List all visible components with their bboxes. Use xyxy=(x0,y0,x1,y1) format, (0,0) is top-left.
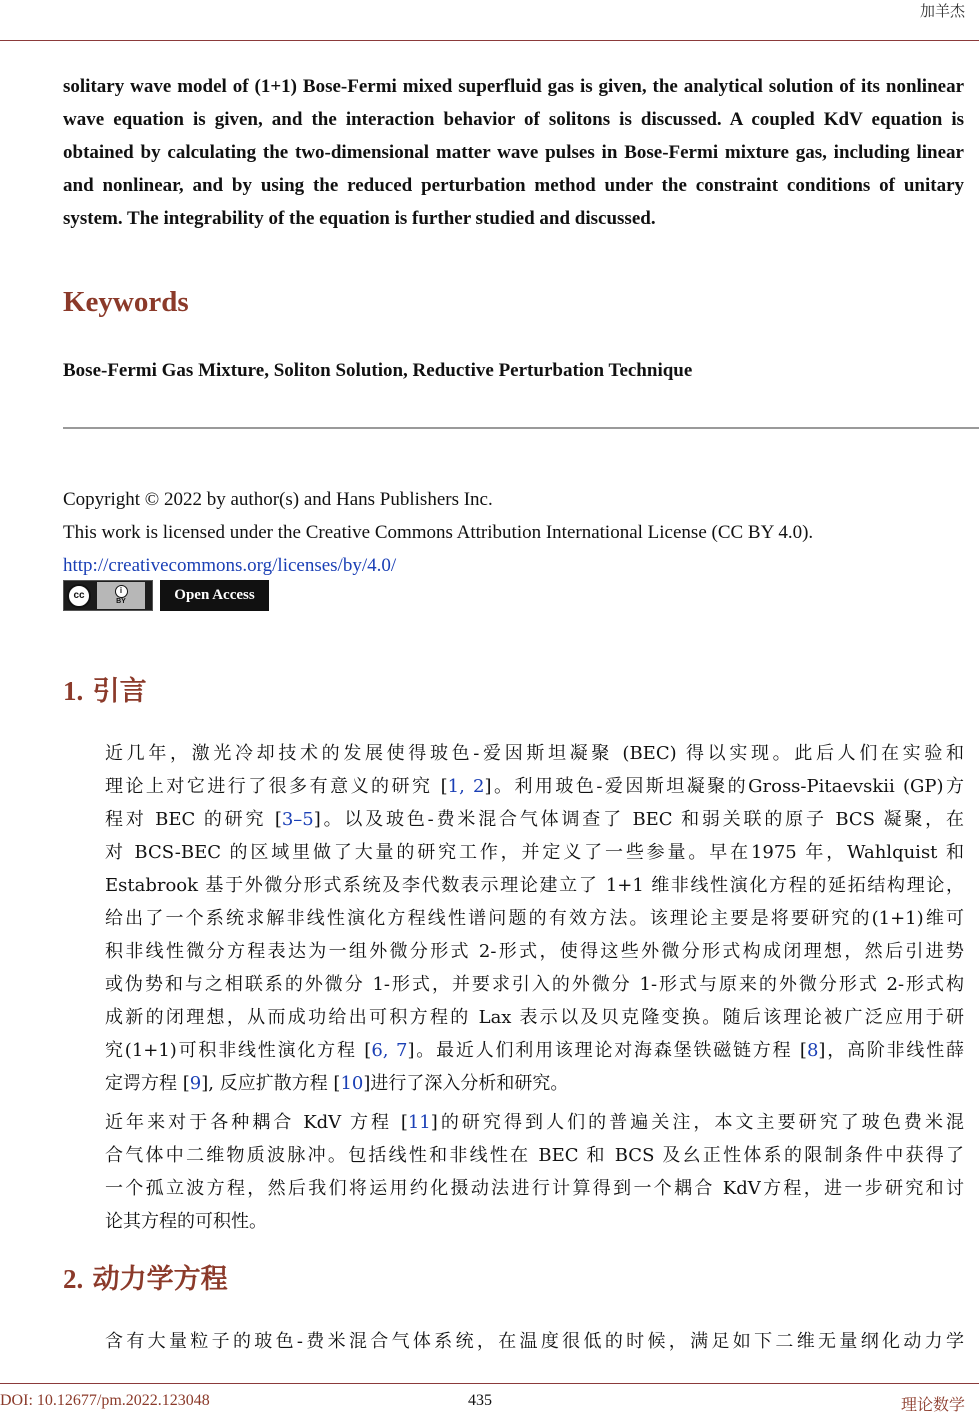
section-2-heading xyxy=(63,1257,228,1296)
section-divider xyxy=(63,427,979,429)
text-line: 近年来对于各种耦合 KdV 方程 [11]的研究得到人们的普遍关注，本文主要研究了玻色费米混 xyxy=(105,1112,964,1133)
footer-rule xyxy=(0,1383,979,1384)
section-2-title: 动力学方程 xyxy=(92,1264,228,1295)
intro-paragraph-1 xyxy=(63,737,964,1100)
citation-link[interactable]: 11 xyxy=(407,1112,431,1133)
footer-journal-name: 理论数学 xyxy=(900,1395,965,1414)
cc-logo-icon xyxy=(67,584,91,608)
abstract-text-block xyxy=(63,70,964,235)
citation-link[interactable]: 10 xyxy=(340,1073,364,1094)
page-number: 435 xyxy=(468,1392,492,1409)
text-line: 积非线性微分方程表达为一组外微分形式 2-形式，使得这些外微分形式构成闭理想，然后引进势 xyxy=(105,941,964,962)
license-statement: This work is licensed under the Creative Commons Attribution International License (CC BY 4.0). xyxy=(63,522,814,543)
text-line: 成新的闭理想，从而成功给出可积方程的 Lax 表示以及贝克隆变换。随后该理论被广泛应用于研 xyxy=(105,1007,964,1028)
section-2-number: 2. xyxy=(63,1264,84,1294)
text-line: 对 BCS-BEC 的区域里做了大量的研究工作，并定义了一些参量。早在1975 年，Wahlquist 和 xyxy=(105,842,964,863)
text-line: 给出了一个系统求解非线性演化方程线性谱问题的有效方法。该理论主要是将要研究的(1+1)维可 xyxy=(105,908,964,929)
cc-by-badge[interactable] xyxy=(63,580,153,611)
text-line: 近几年，激光冷却技术的发展使得玻色-爱因斯坦凝聚 (BEC) 得以实现。此后人们在实验和 xyxy=(105,743,964,764)
open-access-badge[interactable]: Open Access xyxy=(160,580,269,611)
keywords-list: Bose-Fermi Gas Mixture, Soliton Solution, Reductive Perturbation Technique xyxy=(63,360,693,381)
citation-link[interactable]: 6, 7 xyxy=(371,1040,408,1061)
footer-doi[interactable]: DOI: 10.12677/pm.2022.123048 xyxy=(0,1392,210,1409)
text-line: 含有大量粒子的玻色-费米混合气体系统，在温度很低的时候，满足如下二维无量纲化动力学 xyxy=(105,1331,964,1352)
text-line: 一个孤立波方程，然后我们将运用约化摄动法进行计算得到一个耦合 KdV方程，进一步研究和讨 xyxy=(105,1178,964,1199)
intro-paragraph-2 xyxy=(63,1106,964,1238)
text-line: 程对 BEC 的研究 [3–5]。以及玻色-费米混合气体调查了 BEC 和弱关联的原子 BCS 凝聚，在 xyxy=(105,809,964,830)
keywords-heading: Keywords xyxy=(63,286,189,318)
header-rule xyxy=(0,40,979,41)
section-2-body xyxy=(63,1325,964,1358)
section-1-heading xyxy=(63,669,147,708)
section-1-title: 引言 xyxy=(92,676,147,707)
copyright-line: Copyright © 2022 by author(s) and Hans Publishers Inc. xyxy=(63,489,493,510)
by-attribution-icon xyxy=(97,582,145,609)
text-line: 合气体中二维物质波脉冲。包括线性和非线性在 BEC 和 BCS 及幺正性体系的限制条件中获得了 xyxy=(105,1145,964,1166)
text-line: 究(1+1)可积非线性演化方程 [6, 7]。最近人们利用该理论对海森堡铁磁链方程 [8]，高阶非线性薛 xyxy=(105,1040,964,1061)
dynamics-paragraph-1 xyxy=(63,1325,964,1358)
by-label: BY xyxy=(116,598,126,605)
license-link[interactable]: http://creativecommons.org/licenses/by/4.0/ xyxy=(63,555,397,576)
citation-link[interactable]: 3–5 xyxy=(281,809,314,830)
section-1-body xyxy=(63,737,964,1238)
text-line: 论其方程的可积性。 xyxy=(105,1211,267,1232)
citation-link[interactable]: 8 xyxy=(806,1040,819,1061)
person-icon: i xyxy=(115,585,128,598)
cc-logo-text: cc xyxy=(73,590,85,601)
abstract-paragraph: solitary wave model of (1+1) Bose-Fermi mixed superfluid gas is given, the analytical solution of its nonlinear wave equation is given, and the interaction behavior of solitons is discussed. A coupled KdV equation is obtained by calculating the two-dimensional matter wave pulses in Bose-Fermi mixture gas, including linear and nonlinear, and by using the reduced perturbation method under the constraint conditions of unitary system. The integrability of the equation is further studied and discussed. xyxy=(63,76,964,229)
text-line: 定谔方程 [9], 反应扩散方程 [10]进行了深入分析和研究。 xyxy=(105,1073,569,1094)
text-line: 理论上对它进行了很多有意义的研究 [1, 2]。利用玻色-爱因斯坦凝聚的Gross-Pitaevskii (GP)方 xyxy=(105,776,964,797)
citation-link[interactable]: 1, 2 xyxy=(447,776,485,797)
text-line: Estabrook 基于外微分形式系统及李代数表示理论建立了 1+1 维非线性演化方程的延拓结构理论， xyxy=(105,875,964,896)
license-block xyxy=(63,483,968,582)
running-header-author: 加羊杰 xyxy=(919,2,965,20)
section-1-number: 1. xyxy=(63,676,84,706)
citation-link[interactable]: 9 xyxy=(189,1073,202,1094)
text-line: 或伪势和与之相联系的外微分 1-形式，并要求引入的外微分 1-形式与原来的外微分形式 2-形式构 xyxy=(105,974,964,995)
